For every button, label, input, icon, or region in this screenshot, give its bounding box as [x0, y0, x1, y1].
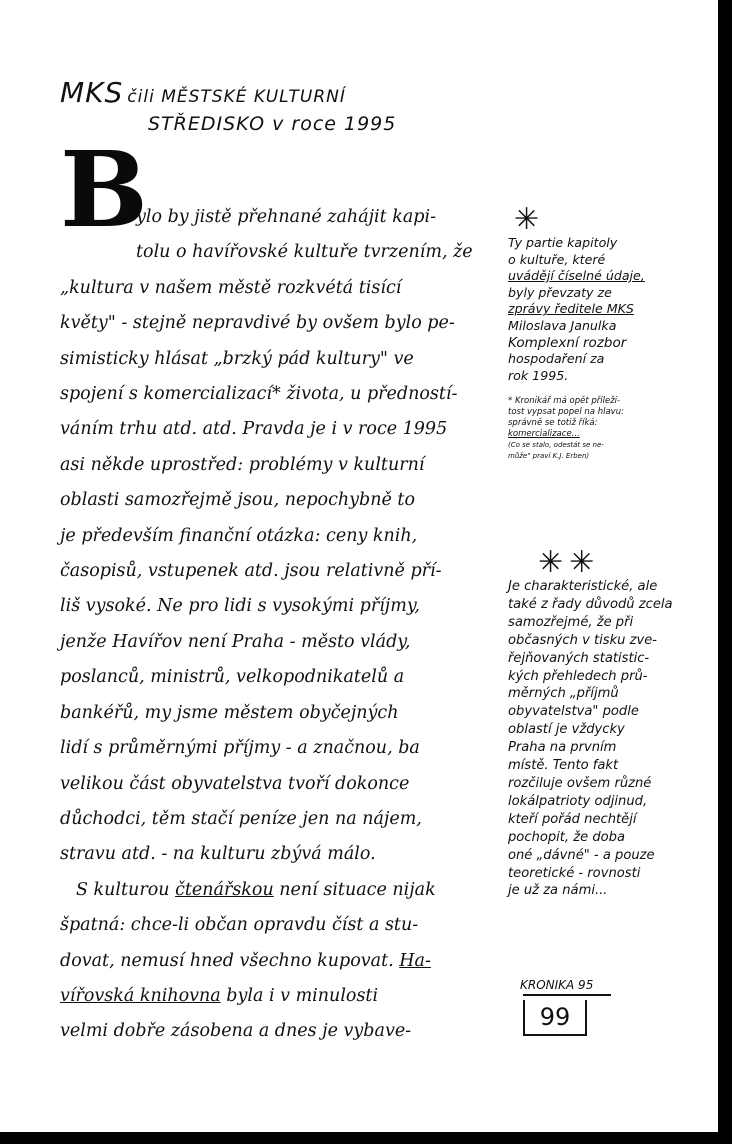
text-line: bankéřů, my jsme městem obyčejných [60, 702, 399, 723]
note-line: zprávy ředitele MKS [508, 301, 634, 317]
heading-abbr: MKS [60, 76, 124, 109]
note-line: také z řady důvodů zcela [508, 596, 673, 612]
text-line: lidí s průměrnými příjmy - a značnou, ba [60, 738, 420, 759]
page-number: 99 [523, 1000, 587, 1036]
note-line: kých přehledech prů- [508, 668, 648, 684]
text-line [60, 979, 505, 1014]
heading-rest: čili MĚSTSKÉ KULTURNÍ [127, 87, 346, 107]
note-line: obyvatelstva" podle [508, 704, 639, 720]
text-fragment: byla i v minulosti [220, 985, 379, 1006]
text-line: poslanců, ministrů, velkopodnikatelů a [60, 667, 405, 688]
underlined-term: vířovská knihovna [60, 985, 221, 1006]
text-line: liš vysoké. Ne pro lidi s vysokými příjmy, [60, 596, 420, 617]
footnote [508, 396, 708, 462]
text-line: časopisů, vstupenek atd. jsou relativně pří- [60, 561, 442, 582]
text-line: velmi dobře zásobena a dnes je vybave- [60, 1021, 412, 1042]
text-line: důchodci, těm stačí peníze jen na nájem, [60, 808, 422, 829]
text-fragment: S kulturou [76, 879, 176, 900]
note-line: Miloslava Janulka [508, 317, 617, 333]
double-asterisk-mark: ✳✳ [538, 545, 601, 580]
text-line: tolu o havířovské kultuře tvrzením, že [136, 242, 473, 263]
note-line: Ty partie kapitoly [508, 235, 618, 250]
note-line: místě. Tento fakt [508, 758, 619, 774]
asterisk-mark: ✳ [514, 202, 540, 237]
footnote-line: může" praví K.J. Erben) [508, 452, 590, 461]
text-line: spojení s komercializací* života, u předností- [60, 384, 458, 405]
text-line: ylo by jistě přehnané zahájit kapi- [136, 207, 437, 227]
note-line: je už za námi... [508, 883, 608, 899]
note-line: kteří pořád nechtějí [508, 811, 637, 827]
note-line: řejňovaných statistic- [508, 650, 650, 666]
note-line: oné „dávné" - a pouze [508, 847, 655, 863]
note-line: Je charakteristické, ale [508, 579, 658, 594]
note-line: Komplexní rozbor [508, 334, 627, 351]
source-note [508, 235, 708, 384]
note-line: teoretické - rovnosti [508, 865, 641, 881]
chronicle-label: KRONIKA 95 [520, 978, 594, 992]
second-note [508, 578, 713, 900]
text-line: simisticky hlásat „brzký pád kultury" ve [60, 348, 414, 369]
underlined-term: čtenářskou [175, 879, 274, 900]
text-line [60, 944, 505, 979]
footnote-line: * Kronikář má opět příleži- [508, 396, 621, 407]
note-line: lokálpatrioty odjinud, [508, 793, 648, 809]
footnote-line: komercializace... [508, 429, 580, 440]
note-line: Praha na prvním [508, 740, 617, 756]
main-text [60, 200, 505, 1050]
underlined-term: Ha- [399, 950, 431, 971]
note-line: rozčiluje ovšem různé [508, 775, 652, 791]
text-line: jenže Havířov není Praha - město vlády, [60, 631, 411, 652]
note-line: občasných v tisku zve- [508, 632, 658, 648]
page-heading [60, 76, 396, 135]
text-line: stravu atd. - na kulturu zbývá málo. [60, 844, 376, 865]
note-line: hospodaření za [508, 351, 605, 367]
text-line: „kultura v našem městě rozkvétá tisící [60, 277, 402, 298]
note-line: měrných „příjmů [508, 686, 619, 702]
text-line: květy" - stejně nepravdivé by ovšem bylo pe- [60, 313, 455, 334]
text-fragment: není situace nijak [273, 879, 436, 900]
text-line: váním trhu atd. atd. Pravda je i v roce 1995 [60, 419, 448, 440]
note-line: pochopit, že doba [508, 829, 625, 845]
note-line: byly převzaty ze [508, 284, 612, 300]
text-line: špatná: chce-li občan opravdu číst a stu- [60, 915, 419, 936]
text-line: asi někde uprostřed: problémy v kulturní [60, 454, 425, 475]
text-line [76, 873, 505, 908]
sidebar-notes [508, 202, 708, 462]
note-line: uvádějí číselné údaje, [508, 268, 645, 284]
text-fragment: dovat, nemusí hned všechno kupovat. [60, 950, 400, 971]
note-line: samozřejmé, že při [508, 614, 634, 630]
text-line: velikou část obyvatelstva tvoří dokonce [60, 773, 410, 794]
page-number-frame-top [523, 994, 611, 996]
note-line: oblastí je vždycky [508, 722, 625, 738]
heading-line2: STŘEDISKO v roce 1995 [148, 113, 397, 135]
footnote-line: (Co se stalo, odestát se ne- [508, 441, 604, 450]
footnote-line: správně se totiž říká: [508, 418, 598, 429]
footnote-line: tost vypsat popel na hlavu: [508, 407, 624, 418]
text-line: je především finanční otázka: ceny knih, [60, 525, 418, 546]
note-line: o kultuře, které [508, 251, 606, 267]
note-line: rok 1995. [508, 367, 569, 383]
drop-cap: B [60, 128, 148, 251]
text-line: oblasti samozřejmě jsou, nepochybně to [60, 490, 415, 511]
